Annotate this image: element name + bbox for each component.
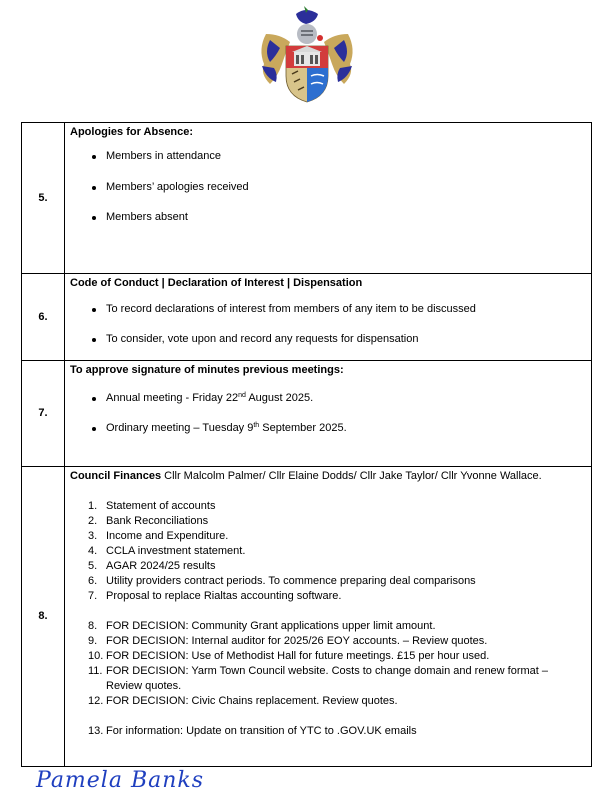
bullet-text: September 2025. [259, 422, 347, 434]
item-content [65, 467, 592, 767]
bullet-text: Ordinary meeting – Tuesday 9 [106, 422, 254, 434]
crest-icon [256, 4, 358, 104]
list-item: 3. Income and Expenditure. [88, 530, 229, 542]
item-number: 7. [22, 361, 65, 467]
list-item: To record declarations of interest from members of any item to be discussed [70, 302, 586, 317]
bullet-list [70, 391, 586, 436]
list-item [70, 421, 586, 436]
list-item: 8. FOR DECISION: Community Grant applications upper limit amount. [88, 620, 436, 632]
agenda-row-6 [22, 274, 592, 361]
item-content [65, 123, 592, 274]
list-item: 12. FOR DECISION: Civic Chains replacement. Review quotes. [88, 695, 398, 707]
item-title-bold: Council Finances [70, 470, 162, 482]
list-item: 9. FOR DECISION: Internal auditor for 2025/26 EOY accounts. – Review quotes. [88, 635, 488, 647]
list-item: 2. Bank Reconciliations [88, 515, 209, 527]
item-content [65, 361, 592, 467]
item-number: 5. [22, 123, 65, 274]
signature: Pamela Banks [36, 768, 205, 793]
list-item: 5. AGAR 2024/25 results [88, 560, 216, 572]
list-item: 4. CCLA investment statement. [88, 545, 246, 557]
item-number: 6. [22, 274, 65, 361]
list-item: 1. Statement of accounts [88, 500, 216, 512]
coat-of-arms-crest [256, 4, 358, 104]
list-item: 7. Proposal to replace Rialtas accounting software. [88, 590, 342, 602]
bullet-text: Annual meeting - Friday 22 [106, 392, 239, 404]
list-item: Members in attendance [70, 149, 586, 164]
bullet-list [70, 149, 586, 225]
agenda-row-5 [22, 123, 592, 274]
ordinal-suffix: th [253, 422, 260, 429]
bullet-list [70, 302, 586, 347]
agenda-table [21, 122, 592, 767]
item-title: To approve signature of minutes previous meetings: [70, 364, 344, 376]
list-item: 6. Utility providers contract periods. To commence preparing deal comparisons [88, 575, 476, 587]
ordinal-suffix: nd [238, 392, 246, 399]
agenda-row-7 [22, 361, 592, 467]
item-title-councillors: Cllr Malcolm Palmer/ Cllr Elaine Dodds/ Cllr Jake Taylor/ Cllr Yvonne Wallace. [161, 470, 542, 482]
list-item: 13. For information: Update on transition of YTC to .GOV.UK emails [88, 725, 417, 737]
list-item: 10. FOR DECISION: Use of Methodist Hall for future meetings. £15 per hour used. [88, 650, 490, 662]
agenda-row-8 [22, 467, 592, 767]
list-item: Members’ apologies received [70, 180, 586, 195]
item-title: Apologies for Absence: [70, 126, 194, 138]
list-item: Members absent [70, 210, 586, 225]
list-item [70, 391, 586, 406]
item-title: Code of Conduct | Declaration of Interest | Dispensation [70, 277, 363, 289]
numbered-list [70, 499, 586, 739]
list-item: To consider, vote upon and record any requests for dispensation [70, 332, 586, 347]
list-item: 11. FOR DECISION: Yarm Town Council website. Costs to change domain and renew format – Review quotes. [88, 665, 549, 692]
item-title [70, 469, 586, 484]
item-number: 8. [22, 467, 65, 767]
item-content [65, 274, 592, 361]
bullet-text: August 2025. [245, 392, 314, 404]
